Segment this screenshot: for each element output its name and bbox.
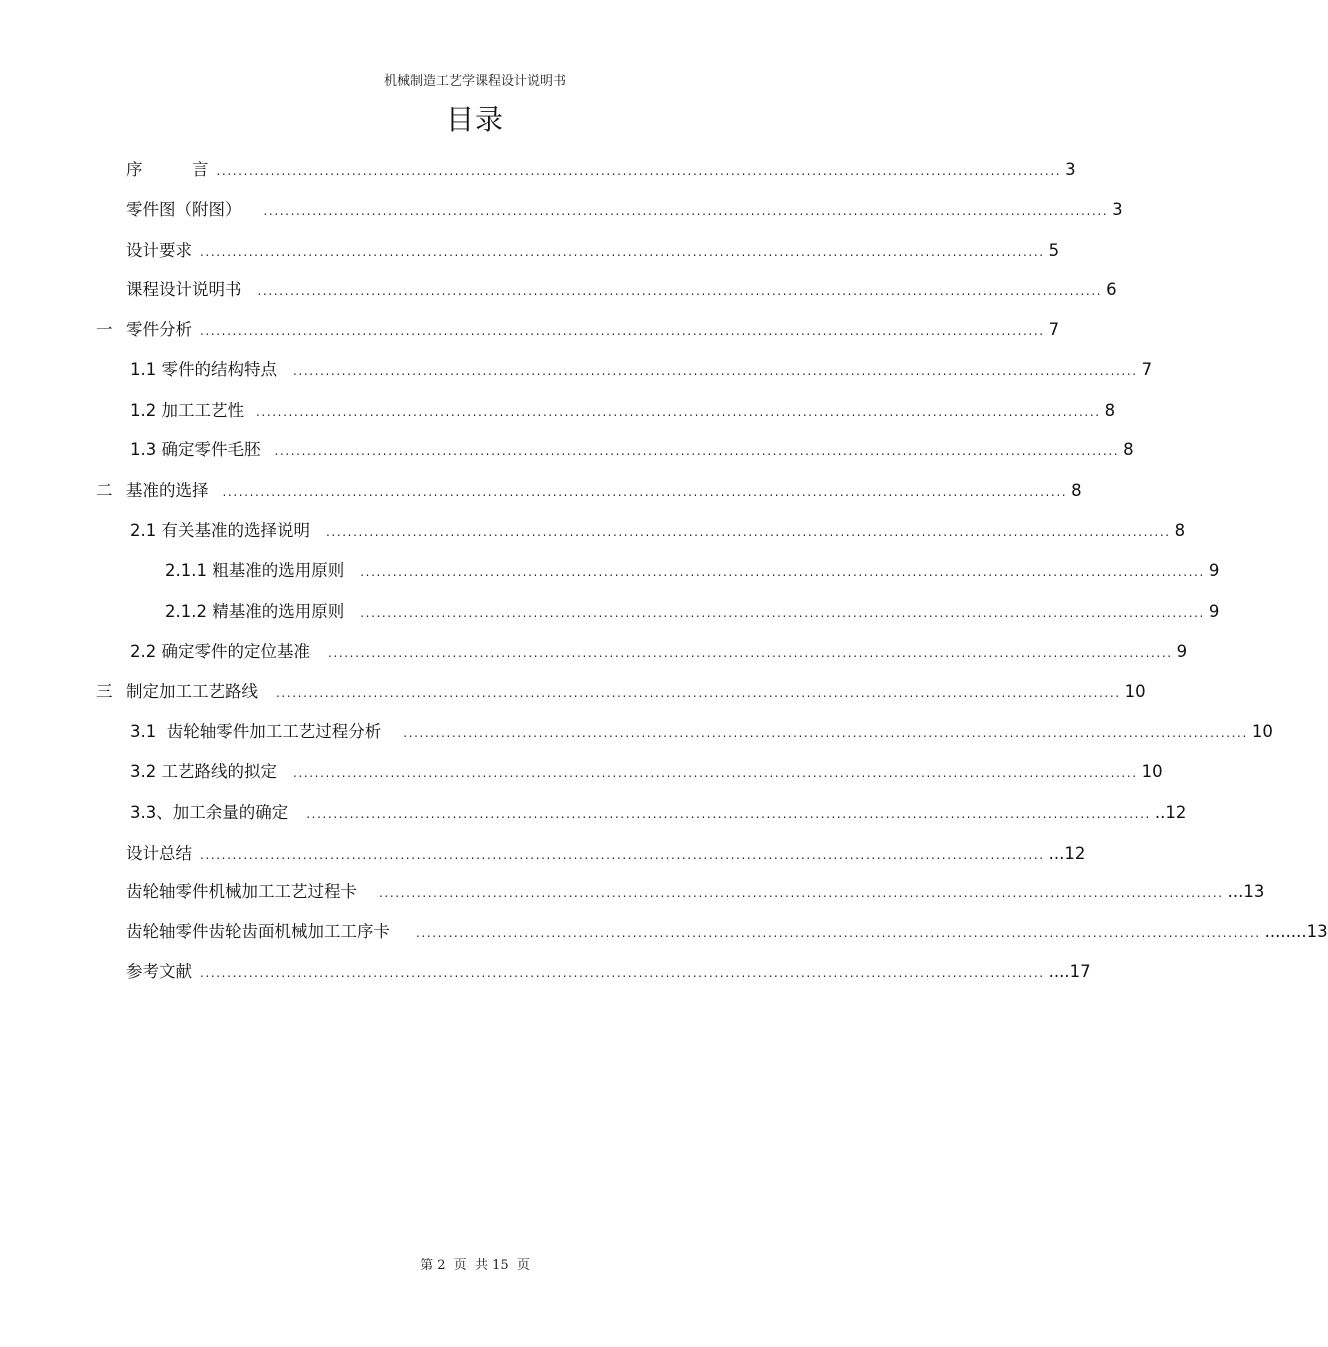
- page-title: 目录: [445, 103, 504, 136]
- dot-leader: ............................................................................................................................................................: [263, 204, 1109, 218]
- dot-leader: ............................................................................................................................................................: [256, 405, 1101, 419]
- toc-entry-label: 序 言: [126, 160, 209, 179]
- toc-entry-label: 3.2 工艺路线的拟定: [130, 762, 277, 781]
- dot-leader: ............................................................................................................................................................: [379, 886, 1224, 900]
- toc-entry[interactable]: [96, 318, 1060, 342]
- toc-entry-label: 3.1 齿轮轴零件加工工艺过程分析: [130, 722, 382, 741]
- dot-leader: ............................................................................................................................................................: [326, 525, 1171, 539]
- toc-entry-label: 2.1.2 精基准的选用原则: [165, 602, 345, 621]
- toc-entry-page: 8: [1071, 481, 1082, 500]
- toc-entry-page: 5: [1048, 241, 1060, 260]
- toc-entry-page: ..12: [1154, 803, 1187, 822]
- toc-entry-label: 课程设计说明书: [126, 280, 242, 299]
- toc-entry[interactable]: [126, 239, 1060, 263]
- toc-entry-page: 7: [1141, 360, 1153, 379]
- toc-entry[interactable]: [130, 438, 1134, 462]
- dot-leader: ............................................................................................................................................................: [276, 686, 1121, 700]
- toc-entry-page: 10: [1141, 762, 1163, 781]
- toc-entry-label: 制定加工工艺路线: [126, 682, 258, 701]
- toc-entry-page: 3: [1112, 200, 1123, 219]
- toc-entry-label: 2.1.1 粗基准的选用原则: [165, 561, 345, 580]
- toc-entry-page: 10: [1124, 682, 1146, 701]
- dot-leader: ............................................................................................................................................................: [200, 324, 1045, 338]
- toc-entry[interactable]: [130, 399, 1116, 423]
- toc-entry[interactable]: [130, 801, 1187, 825]
- dot-leader: ............................................................................................................................................................: [416, 926, 1261, 940]
- toc-entry-page: 8: [1123, 440, 1134, 459]
- toc-entry[interactable]: [126, 842, 1086, 866]
- toc-entry[interactable]: [165, 600, 1220, 624]
- dot-leader: ............................................................................................................................................................: [360, 565, 1205, 579]
- dot-leader: ............................................................................................................................................................: [216, 164, 1062, 178]
- toc-entry[interactable]: [126, 880, 1265, 904]
- toc-entry-label: 齿轮轴零件机械加工工艺过程卡: [126, 882, 357, 901]
- toc-entry-label: 1.3 确定零件毛胚: [130, 440, 261, 459]
- dot-leader: ............................................................................................................................................................: [293, 766, 1138, 780]
- chapter-number: 三: [96, 682, 113, 701]
- page-footer: 第 2 页 共 15 页: [420, 1258, 530, 1273]
- toc-entry-label: 设计要求: [126, 241, 192, 260]
- toc-entry-page: 6: [1106, 280, 1117, 299]
- toc-entry-label: 2.1 有关基准的选择说明: [130, 521, 310, 540]
- toc-entry[interactable]: [126, 198, 1123, 222]
- toc-entry[interactable]: [126, 278, 1117, 302]
- toc-entry-label: 1.1 零件的结构特点: [130, 360, 277, 379]
- toc-entry[interactable]: [126, 920, 1328, 944]
- toc-entry-page: 9: [1208, 561, 1220, 580]
- dot-leader: ............................................................................................................................................................: [328, 646, 1173, 660]
- toc-entry[interactable]: [96, 680, 1146, 704]
- toc-entry-page: ...12: [1048, 844, 1086, 863]
- dot-leader: ............................................................................................................................................................: [200, 966, 1045, 980]
- dot-leader: ............................................................................................................................................................: [360, 606, 1205, 620]
- toc-entry-label: 2.2 确定零件的定位基准: [130, 642, 310, 661]
- toc-entry-label: 设计总结: [126, 844, 192, 863]
- toc-entry-page: ....17: [1048, 962, 1091, 981]
- toc-entry-page: ........13: [1264, 922, 1328, 941]
- toc-entry-label: 零件图（附图）: [126, 200, 242, 219]
- toc-entry-page: 8: [1104, 401, 1116, 420]
- chapter-number: 二: [96, 481, 113, 500]
- dot-leader: ............................................................................................................................................................: [222, 485, 1068, 499]
- chapter-number: 一: [96, 320, 113, 339]
- toc-entry-page: 10: [1251, 722, 1273, 741]
- toc-entry-label: 齿轮轴零件齿轮齿面机械加工工序卡: [126, 922, 390, 941]
- dot-leader: ............................................................................................................................................................: [293, 364, 1138, 378]
- toc-entry-page: 9: [1208, 602, 1220, 621]
- toc-entry-label: 零件分析: [126, 320, 192, 339]
- toc-entry[interactable]: [130, 358, 1153, 382]
- dot-leader: ............................................................................................................................................................: [200, 848, 1045, 862]
- toc-entry[interactable]: [130, 519, 1186, 543]
- toc-entry-page: 8: [1174, 521, 1186, 540]
- toc-entry[interactable]: [130, 720, 1273, 744]
- dot-leader: ............................................................................................................................................................: [274, 444, 1120, 458]
- toc-entry-label: 基准的选择: [126, 481, 209, 500]
- toc-entry-page: 9: [1176, 642, 1188, 661]
- toc-entry-label: 3.3、加工余量的确定: [130, 803, 289, 822]
- toc-entry[interactable]: [126, 158, 1076, 182]
- toc-entry-page: 3: [1065, 160, 1076, 179]
- toc-entry-label: 参考文献: [126, 962, 192, 981]
- running-header: 机械制造工艺学课程设计说明书: [383, 74, 566, 89]
- toc-entry[interactable]: [130, 760, 1163, 784]
- toc-entry-page: 7: [1048, 320, 1060, 339]
- dot-leader: ............................................................................................................................................................: [306, 807, 1151, 821]
- toc-entry-label: 1.2 加工工艺性: [130, 401, 244, 420]
- dot-leader: ............................................................................................................................................................: [257, 284, 1103, 298]
- dot-leader: ............................................................................................................................................................: [200, 245, 1045, 259]
- toc-entry-page: ...13: [1227, 882, 1265, 901]
- toc-entry[interactable]: [96, 479, 1082, 503]
- toc-entry[interactable]: [130, 640, 1188, 664]
- dot-leader: ............................................................................................................................................................: [403, 726, 1248, 740]
- toc-entry[interactable]: [126, 960, 1091, 984]
- toc-entry[interactable]: [165, 559, 1220, 583]
